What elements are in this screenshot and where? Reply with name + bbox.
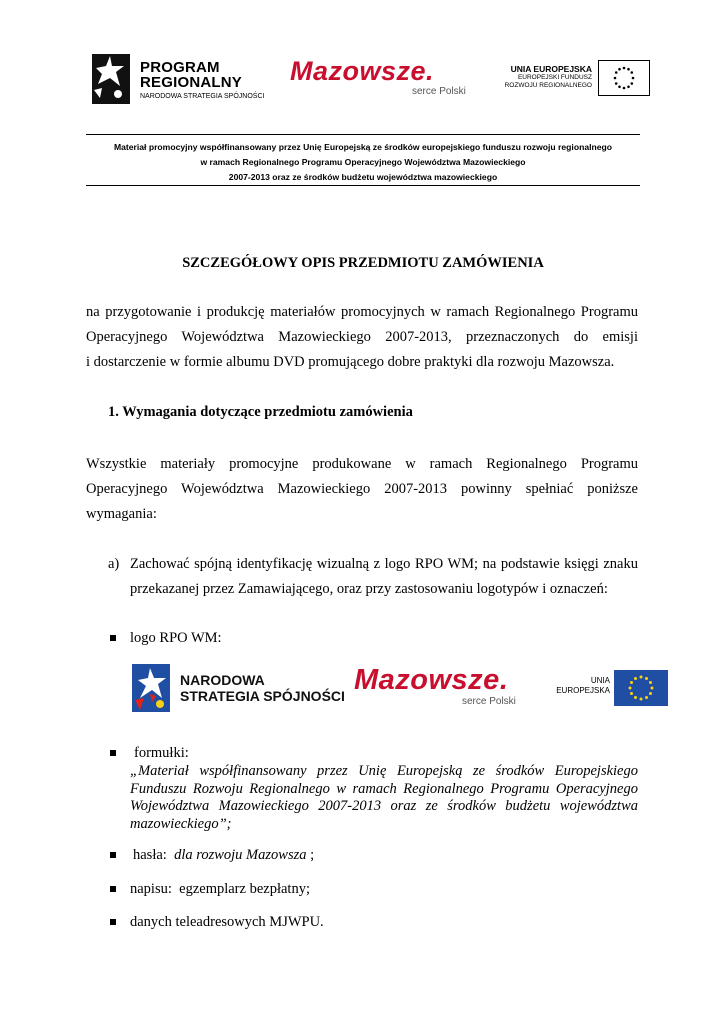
mazowsze-header-logo xyxy=(290,56,466,97)
mazowsze-strip-tagline: serce Polski xyxy=(462,696,516,707)
item-a-text xyxy=(130,552,638,602)
hasla-value: dla rozwoju Mazowsza xyxy=(174,847,307,863)
mazowsze-logo-name: Mazowsze. xyxy=(290,56,435,86)
quote-line-2: Funduszu Rozwoju Regionalnego w ramach Regionalnego Programu Operacyjnego xyxy=(130,780,638,797)
section-1-line-2: Operacyjnego Województwa Mazowieckiego 2007-2013 powinny spełniać poniższe xyxy=(86,481,638,497)
program-regionalny-emblem-icon xyxy=(90,54,130,104)
ue-strip-line-2: EUROPEJSKA xyxy=(556,686,610,695)
program-logo-line3: NARODOWA STRATEGIA SPÓJNOŚCI xyxy=(140,93,265,100)
promo-notice xyxy=(86,140,640,185)
section-1-paragraph xyxy=(86,452,638,527)
napisu-item: napisu: egzemplarz bezpłatny; xyxy=(130,881,310,897)
bullet-formulki xyxy=(110,750,116,756)
item-a-line-1: Zachować spójną identyfikację wizualną z logo RPO WM; na podstawie księgi znaku xyxy=(130,556,638,572)
intro-line-1: na przygotowanie i produkcję materiałów promocyjnych w ramach Regionalnego Programu xyxy=(86,304,638,320)
danych-item: danych teleadresowych MJWPU. xyxy=(130,914,324,930)
ue-strip-line-1: UNIA xyxy=(590,676,610,685)
nss-logo-text xyxy=(180,672,345,704)
eu-flag-icon xyxy=(598,60,650,96)
eu-logo-line2: EUROPEJSKI FUNDUSZ xyxy=(517,74,592,81)
eu-header-text xyxy=(486,64,592,90)
ue-strip-text xyxy=(554,676,610,696)
intro-paragraph xyxy=(86,300,638,375)
eu-logo-line1: UNIA EUROPEJSKA xyxy=(510,64,592,74)
logo-label: logo RPO WM: xyxy=(130,630,222,646)
program-regionalny-logo xyxy=(140,60,264,101)
bullet-danych xyxy=(110,919,116,925)
rpo-logo-strip xyxy=(128,658,674,718)
intro-line-2: Operacyjnego Województwa Mazowieckiego 2007-2013, przeznaczonych do emisji xyxy=(86,329,638,345)
bullet-logo xyxy=(110,635,116,641)
bullet-hasla xyxy=(110,852,116,858)
document-title: SZCZEGÓŁOWY OPIS PRZEDMIOTU ZAMÓWIENIA xyxy=(182,255,544,271)
quote-line-3: Województwa Mazowieckiego 2007-2013 oraz ze środków budżetu województwa xyxy=(130,798,638,814)
header-rule-top xyxy=(86,134,640,135)
promo-line-3: 2007-2013 oraz ze środków budżetu województwa mazowieckiego xyxy=(228,172,498,182)
nss-emblem-icon xyxy=(132,664,170,712)
hasla-suffix: ; xyxy=(306,847,315,863)
intro-line-3: i dostarczenie w formie albumu DVD promującego dobre praktyki dla rozwoju Mazowsza. xyxy=(86,354,615,370)
section-1-line-3: wymagania: xyxy=(86,506,157,522)
program-logo-line1: PROGRAM xyxy=(140,59,220,76)
section-1-heading: 1. Wymagania dotyczące przedmiotu zamówienia xyxy=(108,404,413,420)
nss-line-2: STRATEGIA SPÓJNOŚCI xyxy=(180,688,345,704)
eu-logo-line3: ROZWOJU REGIONALNEGO xyxy=(504,82,592,89)
quote-line-1: „Materiał współfinansowany przez Unię Europejską ze środków Europejskiego xyxy=(130,763,638,779)
nss-line-1: NARODOWA xyxy=(180,672,265,688)
hasla-label: hasła: xyxy=(133,847,167,863)
program-logo-line2: REGIONALNY xyxy=(140,74,243,91)
section-1-line-1: Wszystkie materiały promocyjne produkowane w ramach Regionalnego Programu xyxy=(86,456,638,472)
item-a-marker: a) xyxy=(108,556,120,572)
formulki-label: formułki: xyxy=(134,745,189,761)
item-a-line-2: przekazanej przez Zamawiającego, oraz przy zastosowaniu logotypów i oznaczeń: xyxy=(130,581,608,597)
header-rule-bottom xyxy=(86,185,640,186)
promo-line-1: Materiał promocyjny współfinansowany przez Unię Europejską ze środków europejskiego funduszu rozwoju regionalnego xyxy=(113,142,613,152)
quote-line-4: mazowieckiego”; xyxy=(130,815,232,832)
mazowsze-strip-logo-name: Mazowsze. xyxy=(354,664,509,696)
formulki-quote xyxy=(130,763,638,833)
eu-flag-strip-icon xyxy=(614,670,668,706)
promo-line-2: w ramach Regionalnego Programu Operacyjnego Województwa Mazowieckiego xyxy=(200,157,526,167)
hasla-item xyxy=(133,846,314,864)
mazowsze-logo-tagline: serce Polski xyxy=(412,86,466,97)
bullet-napisu xyxy=(110,886,116,892)
